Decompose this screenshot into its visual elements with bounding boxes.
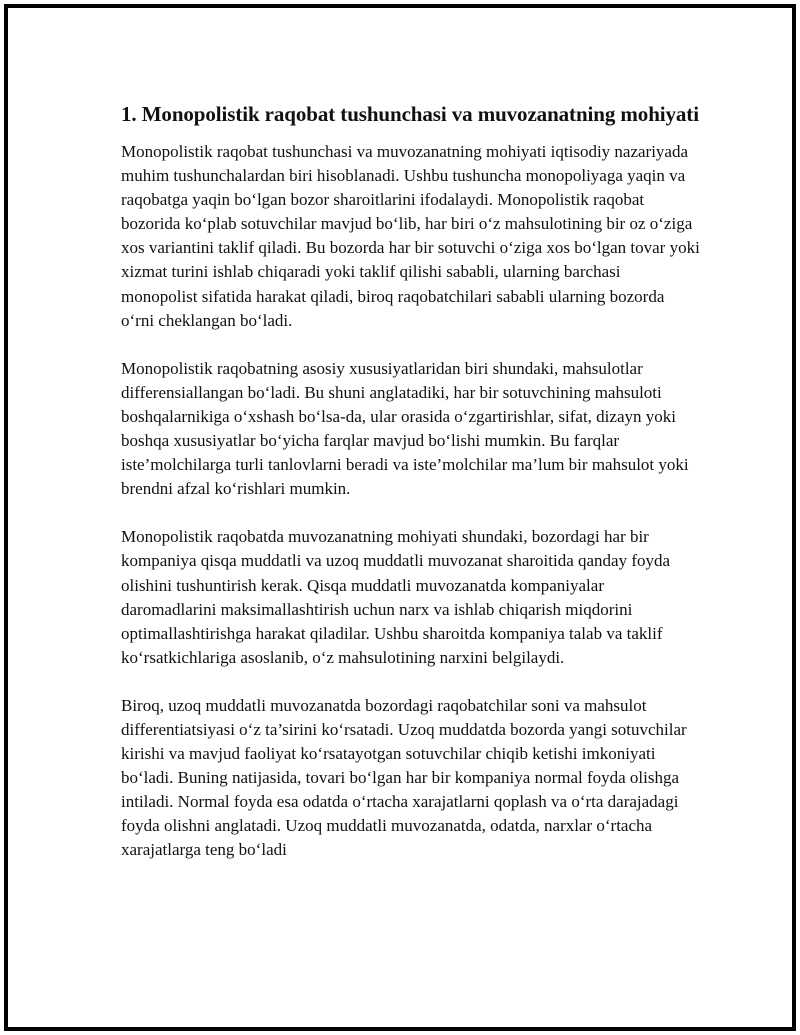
section-heading: 1. Monopolistik raqobat tushunchasi va muvozanatning mohiyati <box>121 102 699 126</box>
paragraph-4: Biroq, uzoq muddatli muvozanatda bozordagi raqobatchilar soni va mahsulot differentiatsiyasi o‘z ta’sirini ko‘rsatadi. Uzoq muddatda bozorda yangi sotuvchilar kirishi va mavjud faoliyat ko‘rsatayotgan sotuvchilar chiqib ketishi imkoniyati bo‘ladi. Buning natijasida, tovari bo‘lgan har bir kompaniya normal foyda olishga intiladi. Normal foyda esa odatda o‘rtacha xarajatlarni qoplash va o‘rta darajadagi foyda olishni anglatadi. Uzoq muddatli muvozanatda, odatda, narxlar o‘rtacha xarajatlarga teng bo‘ladi <box>121 695 687 860</box>
paragraph-3: Monopolistik raqobatda muvozanatning mohiyati shundaki, bozordagi har bir kompaniya qisqa muddatli va uzoq muddatli muvozanat sharoitida qanday foyda olishini tushuntirish kerak. Qisqa muddatli muvozanatda kompaniyalar daromadlarini maksimallashtirish uchun narx va ishlab chiqarish miqdorini optimallashtirishga harakat qiladilar. Ushbu sharoitda kompaniya talab va taklif ko‘rsatkichlariga asoslanib, o‘z mahsulotining narxini belgilaydi. <box>121 527 671 667</box>
paragraph-1: Monopolistik raqobat tushunchasi va muvozanatning mohiyati iqtisodiy nazariyada muhim tushunchalardan biri hisoblanadi. Ushbu tushuncha monopoliyaga yaqin va raqobatga yaqin bo‘lgan bozor sharoitlarini ifodalaydi. Monopolistik raqobat bozorida ko‘plab sotuvchilar mavjud bo‘lib, har biri o‘z mahsulotining bir oz o‘ziga xos variantini taklif qiladi. Bu bozorda har bir sotuvchi o‘ziga xos bo‘lgan tovar yoki xizmat turini ishlab chiqaradi yoki taklif qilishi sababli, ularning barchasi monopolist sifatida harakat qiladi, biroq raqobatchilari sababli ularning bozorda o‘rni cheklangan bo‘ladi. <box>121 142 700 330</box>
paragraph-2: Monopolistik raqobatning asosiy xususiyatlaridan biri shundaki, mahsulotlar differensiallangan bo‘ladi. Bu shuni anglatadiki, har bir sotuvchining mahsuloti boshqalarnikiga o‘xshash bo‘lsa-da, ular orasida o‘zgartirishlar, sifat, dizayn yoki boshqa xususiyatlar bo‘yicha farqlar mavjud bo‘lishi mumkin. Bu farqlar iste’molchilarga turli tanlovlarni beradi va iste’molchilar ma’lum bir mahsulot yoki brendni afzal ko‘rishlari mumkin. <box>121 358 689 499</box>
page-frame <box>4 4 796 1031</box>
document-body <box>121 100 701 887</box>
